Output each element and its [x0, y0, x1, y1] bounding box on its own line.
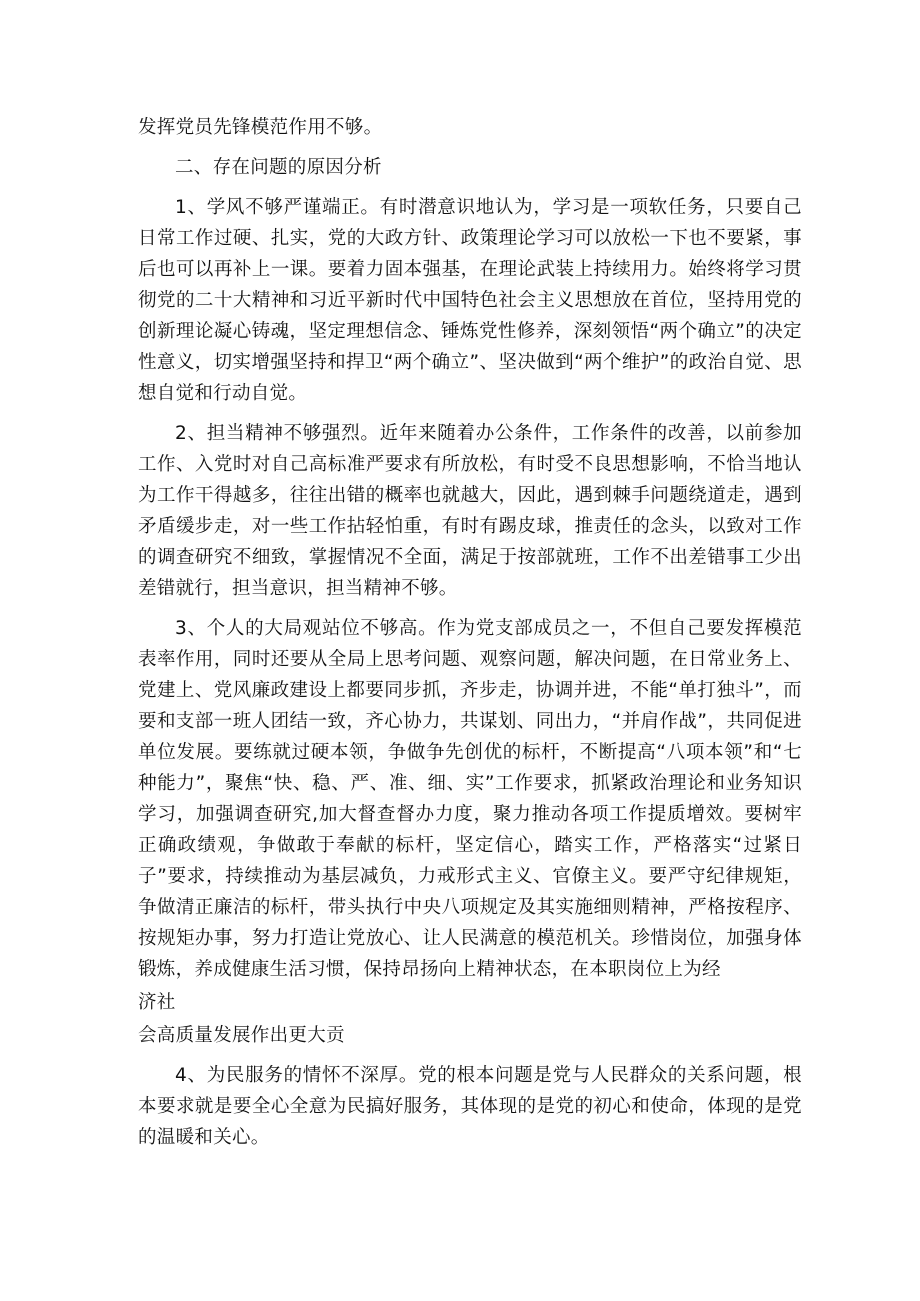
paragraph-4: 4、为民服务的情怀不深厚。党的根本问题是党与人民群众的关系问题，根本要求就是要全心全意为民搞好服务，其体现的是党的初心和使命，体现的是党的温暖和关心。: [138, 1065, 802, 1148]
paragraph-3: 3、个人的大局观站位不够高。作为党支部成员之一，不但自己要发挥模范表率作用，同时还要从全局上思考问题、观察问题，解决问题，在日常业务上、党建上、党风廉政建设上都要同步抓，齐步走，协调并进，不能“单打独斗”，而要和支部一班人团结一致，齐心协力，共谋划、同出力，“并肩作战”，共同促进单位发展。要练就过硬本领，争做争先创优的标杆，不断提高“八项本领”和“七种能力”，聚焦“快、稳、严、准、细、实”工作要求，抓紧政治理论和业务知识学习，加强调查研究,加大督查督办力度，聚力推动各项工作提质增效。要树牢正确政绩观，争做敢于奉献的标杆，坚定信心，踏实工作，严格落实“过紧日子”要求，持续推动为基层减负，力戒形式主义、官僚主义。要严守纪律规矩，争做清正廉洁的标杆，带头执行中央八项规定及其实施细则精神，严格按程序、按规矩办事，努力打造让党放心、让人民满意的模范机关。珍惜岗位，加强身体锻炼，养成健康生活习惯，保持昂扬向上精神状态，在本职岗位上为经: [138, 618, 802, 980]
broken-line-2: 会高质量发展作出更大贡: [138, 1025, 345, 1046]
lead-line: 发挥党员先锋模范作用不够。: [138, 117, 383, 138]
paragraph-2: 2、担当精神不够强烈。近年来随着办公条件，工作条件的改善，以前参加工作、入党时对自己高标准严要求有所放松，有时受不良思想影响，不恰当地认为工作干得越多，往往出错的概率也就越大，因此，遇到棘手问题绕道走，遇到矛盾缓步走，对一些工作拈轻怕重，有时有踢皮球，推责任的念头，以致对工作的调查研究不细致，掌握情况不全面，满足于按部就班，工作不出差错事工少出差错就行，担当意识，担当精神不够。: [138, 423, 802, 599]
document-body: [138, 112, 802, 1153]
section-heading: 二、存在问题的原因分析: [175, 157, 382, 178]
paragraph-1: 1、学风不够严谨端正。有时潜意识地认为，学习是一项软任务，只要自己日常工作过硬、扎实，党的大政方针、政策理论学习可以放松一下也不要紧，事后也可以再补上一课。要着力固本强基，在理论武装上持续用力。始终将学习贯彻党的二十大精神和习近平新时代中国特色社会主义思想放在首位，坚持用党的创新理论凝心铸魂，坚定理想信念、锤炼党性修养，深刻领悟“两个确立”的决定性意义，切实增强坚持和捍卫“两个确立”、坚决做到“两个维护”的政治自觉、思想自觉和行动自觉。: [138, 197, 802, 404]
broken-line-1: 济社: [138, 992, 176, 1013]
